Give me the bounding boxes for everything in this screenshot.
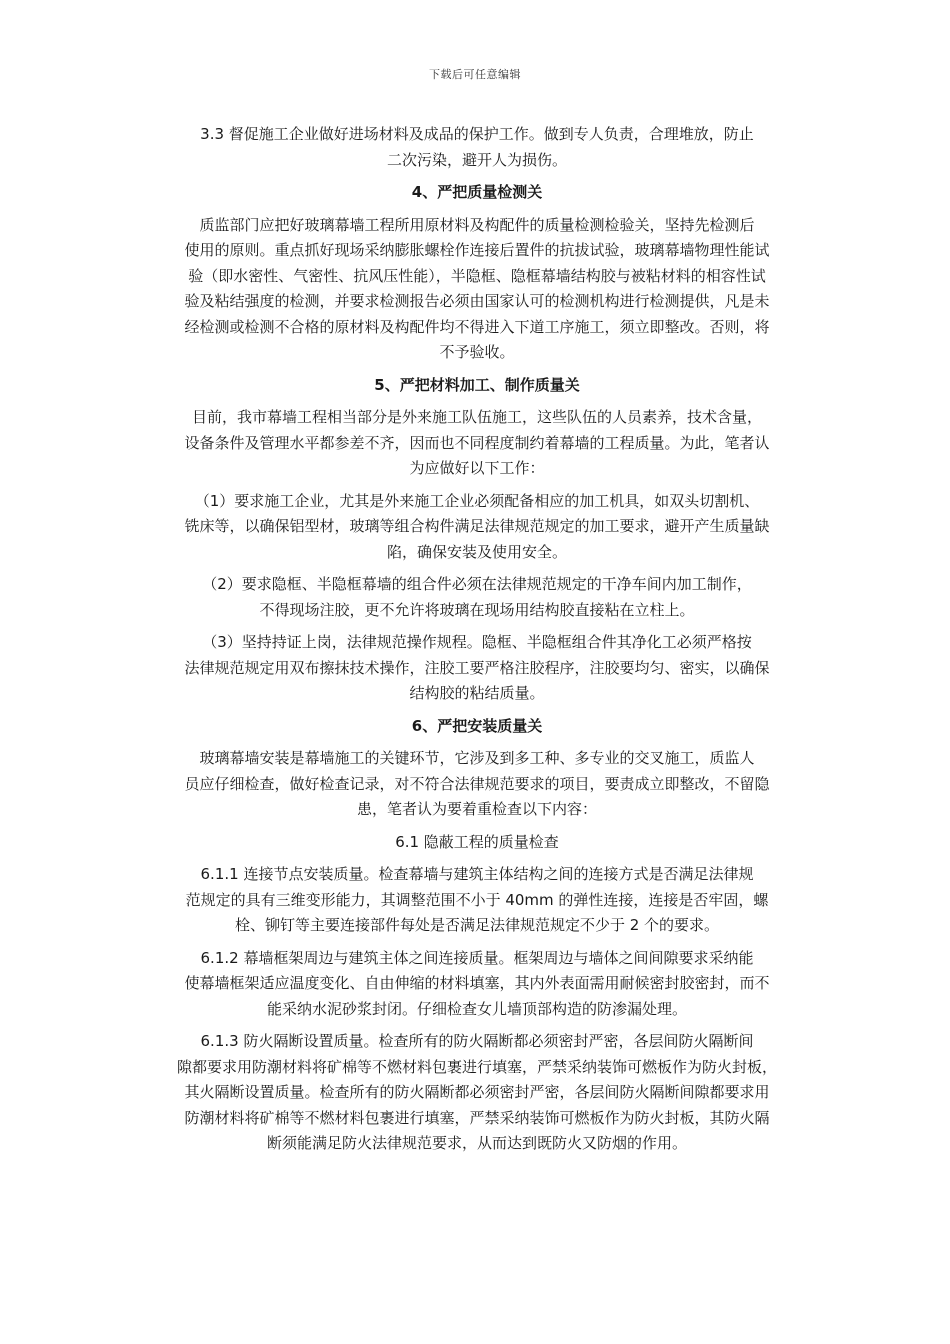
text-line: 栓、铆钉等主要连接部件每处是否满足法律规范规定不少于 2 个的要求。 bbox=[234, 916, 720, 934]
text-line: 范规定的具有三维变形能力，其调整范围不小于 40mm 的弹性连接，连接是否牢固，螺 bbox=[185, 890, 769, 909]
text-line: 6.1.1 连接节点安装质量。检查幕墙与建筑主体结构之间的连接方式是否满足法律规 bbox=[200, 865, 754, 883]
text-line: 法律规范规定用双布擦抹技术操作，注胶工要严格注胶程序，注胶要均匀、密实，以确保 bbox=[184, 658, 770, 677]
text-line: 为应做好以下工作： bbox=[409, 459, 545, 477]
text-line: （1）要求施工企业，尤其是外来施工企业必须配备相应的加工机具，如双头切割机、 bbox=[194, 491, 760, 510]
text-line: 经检测或检测不合格的原材料及构配件均不得进入下道工序施工，须立即整改。否则，将 bbox=[184, 317, 770, 336]
text-line: 目前，我市幕墙工程相当部分是外来施工队伍施工，这些队伍的人员素养，技术含量， bbox=[191, 408, 762, 426]
paragraph-quality-testing bbox=[147, 213, 807, 366]
section-heading-4 bbox=[147, 180, 807, 206]
paragraph-item-3 bbox=[147, 630, 807, 707]
text-line: 不得现场注胶，更不允许将玻璃在现场用结构胶直接粘在立柱上。 bbox=[259, 600, 695, 619]
text-line: 断须能满足防火法律规范要求，从而达到既防火又防烟的作用。 bbox=[266, 1134, 687, 1152]
page-header: 下载后可任意编辑 bbox=[429, 68, 521, 81]
text-line: （2）要求隐框、半隐框幕墙的组合件必须在法律规范规定的干净车间内加工制作， bbox=[202, 575, 752, 593]
text-line: 不予验收。 bbox=[439, 343, 515, 361]
section-heading-6 bbox=[147, 714, 807, 740]
paragraph-item-1 bbox=[147, 489, 807, 566]
text-line: 玻璃幕墙安装是幕墙施工的关键环节，它涉及到多工种、多专业的交叉施工，质监人 bbox=[199, 749, 755, 767]
text-line: 验（即水密性、气密性、抗风压性能），半隐框、隐框幕墙结构胶与被粘材料的相容性试 bbox=[188, 266, 766, 285]
text-line: 隙都要求用防潮材料将矿棉等不燃材料包裹进行填塞，严禁采纳装饰可燃板作为防火封板， bbox=[176, 1057, 777, 1076]
heading-text: 6、严把安装质量关 bbox=[411, 716, 543, 735]
text-line: 6.1.3 防火隔断设置质量。检查所有的防火隔断都必须密封严密，各层间防火隔断间 bbox=[200, 1032, 754, 1050]
text-line: 设备条件及管理水平都参差不齐，因而也不同程度制约着幕墙的工程质量。为此，笔者认 bbox=[184, 433, 770, 452]
text-line: 其火隔断设置质量。检查所有的防火隔断都必须密封严密，各层间防火隔断间隙都要求用 bbox=[184, 1083, 770, 1101]
text-line: （3）坚持持证上岗，法律规范操作规程。隐框、半隐框组合件其净化工必须严格按 bbox=[202, 633, 752, 651]
text-line: 员应仔细检查，做好检查记录，对不符合法律规范要求的项目，要责成立即整改，不留隐 bbox=[184, 774, 770, 793]
paragraph-6-1-3 bbox=[147, 1029, 807, 1157]
document-body bbox=[147, 122, 807, 1164]
text-line: 防潮材料将矿棉等不燃材料包裹进行填塞，严禁采纳装饰可燃板作为防火封板，其防火隔 bbox=[184, 1108, 770, 1127]
text-line: 陷，确保安装及使用安全。 bbox=[386, 542, 567, 561]
heading-text: 4、严把质量检测关 bbox=[411, 183, 543, 201]
paragraph-installation bbox=[147, 746, 807, 823]
paragraph-6-1-2 bbox=[147, 946, 807, 1023]
subheading-6-1 bbox=[147, 830, 807, 856]
text-line: 验及粘结强度的检测，并要求检测报告必须由国家认可的检测机构进行检测提供，凡是未 bbox=[184, 292, 770, 310]
text-line: 6.1.2 幕墙框架周边与建筑主体之间连接质量。框架周边与墙体之间间隙要求采纳能 bbox=[200, 948, 754, 967]
paragraph-current-situation bbox=[147, 405, 807, 482]
text-line: 患，笔者认为要着重检查以下内容： bbox=[356, 800, 597, 818]
text-line: 结构胶的粘结质量。 bbox=[409, 684, 545, 702]
paragraph-item-2 bbox=[147, 572, 807, 623]
text-line: 铣床等，以确保铝型材，玻璃等组合构件满足法律规范规定的加工要求，避开产生质量缺 bbox=[184, 517, 770, 535]
section-heading-5 bbox=[147, 373, 807, 399]
text-line: 二次污染，避开人为损伤。 bbox=[386, 150, 567, 169]
text-line: 使用的原则。重点抓好现场采纳膨胀螺栓作连接后置件的抗拔试验，玻璃幕墙物理性能试 bbox=[184, 241, 770, 259]
text-line: 能采纳水泥砂浆封闭。仔细检查女儿墙顶部构造的防渗漏处理。 bbox=[266, 999, 687, 1018]
heading-text: 5、严把材料加工、制作质量关 bbox=[374, 375, 580, 394]
text-line: 质监部门应把好玻璃幕墙工程所用原材料及构配件的质量检测检验关，坚持先检测后 bbox=[199, 215, 755, 234]
paragraph-3-3 bbox=[147, 122, 807, 173]
paragraph-6-1-1 bbox=[147, 862, 807, 939]
text-line: 6.1 隐蔽工程的质量检查 bbox=[395, 832, 559, 851]
text-line: 使幕墙框架适应温度变化、自由伸缩的材料填塞，其内外表面需用耐候密封胶密封，而不 bbox=[184, 974, 770, 992]
text-line: 3.3 督促施工企业做好进场材料及成品的保护工作。做到专人负责，合理堆放，防止 bbox=[200, 125, 754, 143]
